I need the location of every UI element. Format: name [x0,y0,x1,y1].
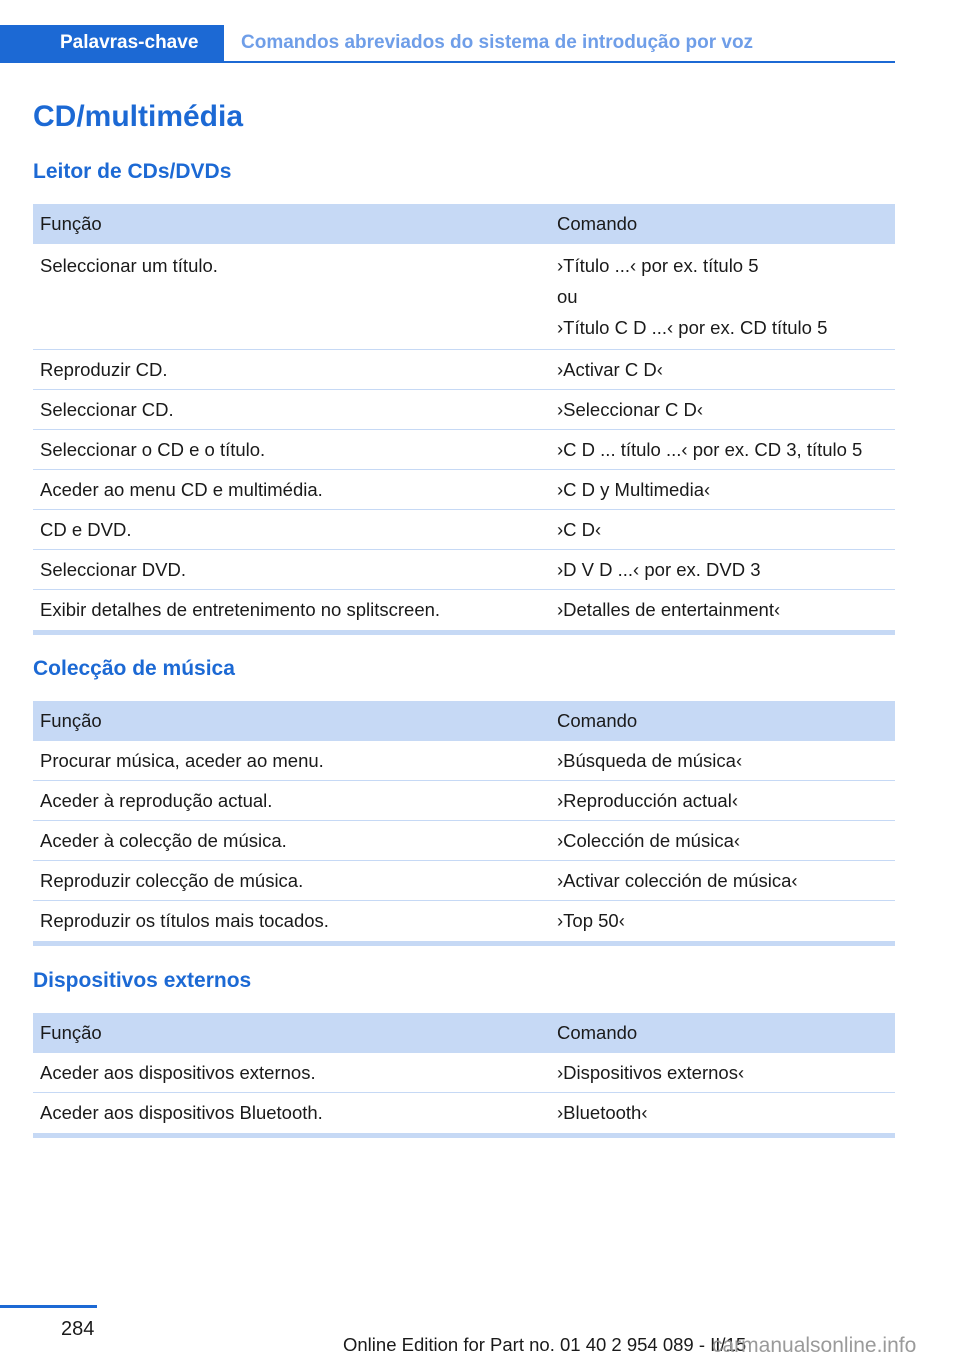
table-external-devices [33,1013,895,1138]
command-cell: ›D V D ...‹ por ex. DVD 3 [557,558,761,580]
header-tab-keywords[interactable]: Palavras-chave [0,25,224,63]
page-title: CD/multimédia [33,100,244,133]
table-row [33,510,895,550]
column-header-function: Função [40,213,102,234]
table-row [33,390,895,430]
function-cell: Reproduzir os títulos mais tocados. [40,910,329,931]
function-cell: Aceder aos dispositivos externos. [40,1061,316,1083]
function-cell: Seleccionar CD. [40,398,174,420]
command-cell: ›Seleccionar C D‹ [557,398,703,420]
function-cell: Procurar música, aceder ao menu. [40,749,324,771]
section-heading-cd-dvd: Leitor de CDs/DVDs [33,160,232,183]
table-row [33,1053,895,1093]
table-row [33,1093,895,1133]
table-row [33,821,895,861]
command-cell: ›Reproducción actual‹ [557,789,738,811]
watermark: carmanualsonline.info [712,1334,917,1357]
section-heading-external-devices: Dispositivos externos [33,969,252,992]
function-cell: CD e DVD. [40,518,132,540]
function-cell: Exibir detalhes de entretenimento no splitscreen. [40,599,441,620]
section-heading-music-collection: Colecção de música [33,657,235,680]
command-cell: ›Detalles de entertainment‹ [557,599,781,620]
page-header [0,25,895,63]
table-row [33,244,895,350]
command-line: ou [557,286,578,307]
command-cell: ›Activar colección de música‹ [557,869,798,891]
page-number: 284 [61,1318,95,1340]
command-cell: ›Bluetooth‹ [557,1102,648,1123]
table-row [33,861,895,901]
table-row [33,350,895,390]
table-row [33,741,895,781]
command-cell: ›Top 50‹ [557,910,625,931]
column-header-command: Comando [557,710,638,731]
table-music-collection [33,701,895,946]
table-row [33,470,895,510]
table-row [33,590,895,630]
header-divider [0,61,895,63]
function-cell: Aceder à colecção de música. [40,829,287,851]
function-cell: Reproduzir CD. [40,358,168,380]
column-header-command: Comando [557,213,638,234]
table-row [33,901,895,941]
table-bottom-rule [33,1133,895,1138]
function-cell: Seleccionar DVD. [40,558,187,580]
command-cell [550,250,895,343]
function-cell: Seleccionar um título. [40,255,218,276]
footer-rule [0,1305,97,1308]
table-bottom-rule [33,630,895,635]
table-header [33,1013,895,1053]
command-cell: ›Dispositivos externos‹ [557,1061,745,1083]
header-breadcrumb[interactable]: Comandos abreviados do sistema de introdução por voz [241,32,754,53]
table-row [33,550,895,590]
command-cell: ›Activar C D‹ [557,358,663,380]
command-cell: ›C D‹ [557,518,602,540]
table-header [33,701,895,741]
table-row [33,781,895,821]
command-line: ›Título ...‹ por ex. título 5 [557,255,759,276]
edition-text: Online Edition for Part no. 01 40 2 954 089 - II/15 [343,1334,747,1355]
function-cell: Aceder ao menu CD e multimédia. [40,478,323,500]
column-header-function: Função [40,1022,102,1043]
command-cell: ›Colección de música‹ [557,829,741,851]
table-cd-dvd [33,204,895,635]
function-cell: Aceder à reprodução actual. [40,789,273,811]
command-cell: ›C D ... título ...‹ por ex. CD 3, título 5 [557,438,863,460]
command-cell: ›C D y Multimedia‹ [557,478,711,500]
function-cell: Aceder aos dispositivos Bluetooth. [40,1102,323,1123]
command-cell: ›Búsqueda de música‹ [557,749,743,771]
column-header-command: Comando [557,1022,638,1043]
table-row [33,430,895,470]
table-header [33,204,895,244]
function-cell: Reproduzir colecção de música. [40,869,304,891]
function-cell: Seleccionar o CD e o título. [40,438,266,460]
table-bottom-rule [33,941,895,946]
command-line: ›Título C D ...‹ por ex. CD título 5 [557,317,828,338]
column-header-function: Função [40,710,102,731]
